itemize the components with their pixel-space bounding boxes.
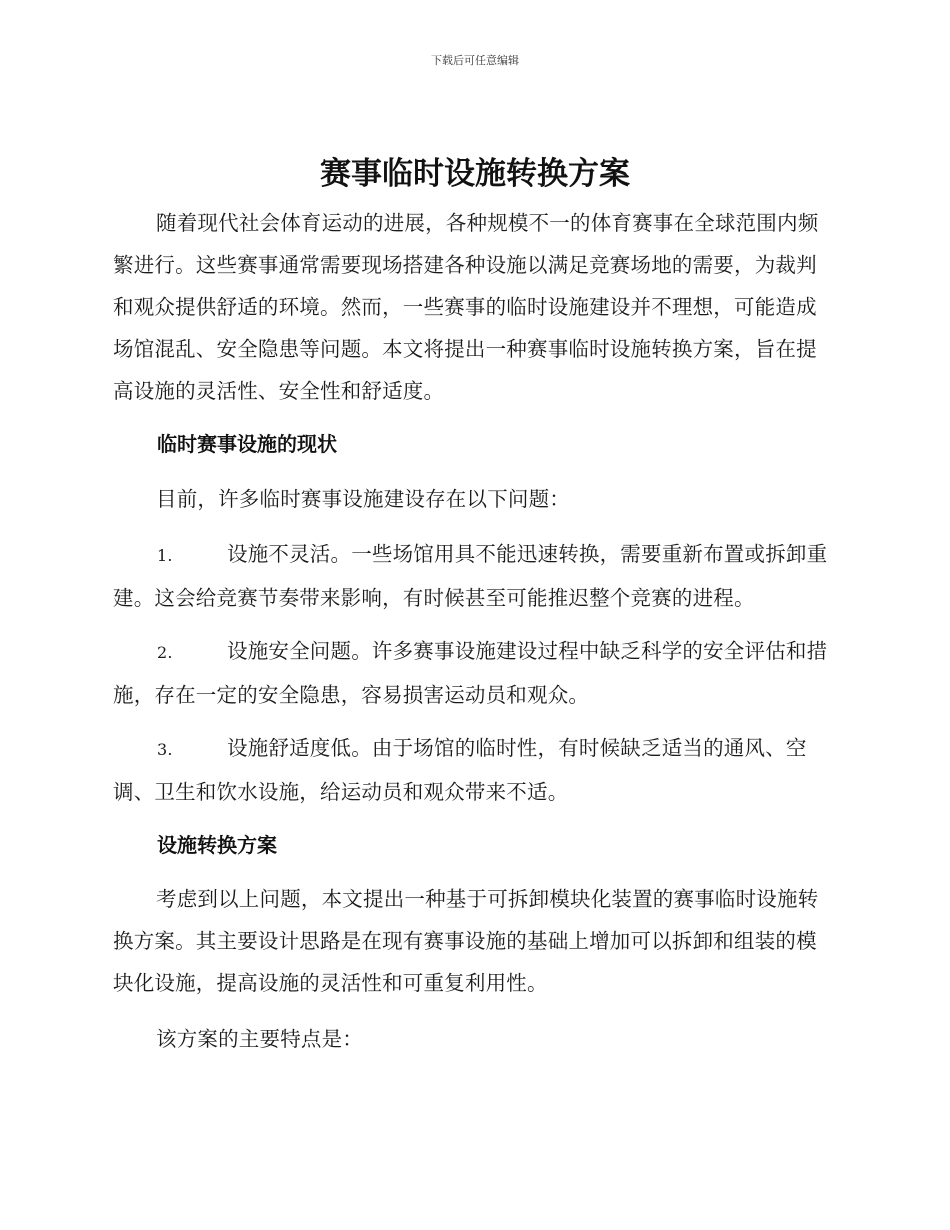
plan-features-lead: 该方案的主要特点是： bbox=[156, 1027, 363, 1051]
plan-paragraph: 考虑到以上问题，本文提出一种基于可拆卸模块化装置的赛事临时设施转换方案。其主要设计思路是在现有赛事设施的基础上增加可以拆卸和组装的模块化设施，提高设施的灵活性和可重复利用性。 bbox=[113, 887, 819, 995]
list-item bbox=[113, 630, 835, 716]
list-item-number: 1. bbox=[157, 546, 173, 565]
list-item-text: 设施不灵活。一些场馆用具不能迅速转换，需要重新布置或拆卸重建。这会给竞赛节奏带来影响，有时候甚至可能推迟整个竞赛的进程。 bbox=[113, 542, 828, 610]
section-lead-status: 目前，许多临时赛事设施建设存在以下问题： bbox=[156, 487, 570, 511]
document-title: 赛事临时设施转换方案 bbox=[320, 156, 630, 192]
list-item-number: 3. bbox=[157, 740, 173, 759]
list-item-text: 设施安全问题。许多赛事设施建设过程中缺乏科学的安全评估和措施，存在一定的安全隐患，容易损害运动员和观众。 bbox=[113, 639, 828, 707]
list-item bbox=[113, 533, 835, 619]
list-item bbox=[113, 727, 835, 813]
header-note: 下载后可任意编辑 bbox=[431, 54, 519, 67]
section-heading-plan: 设施转换方案 bbox=[157, 833, 277, 857]
list-item-text: 设施舒适度低。由于场馆的临时性，有时候缺乏适当的通风、空调、卫生和饮水设施，给运动员和观众带来不适。 bbox=[113, 736, 807, 804]
list-item-number: 2. bbox=[157, 643, 173, 662]
intro-paragraph: 随着现代社会体育运动的进展，各种规模不一的体育赛事在全球范围内频繁进行。这些赛事通常需要现场搭建各种设施以满足竞赛场地的需要，为裁判和观众提供舒适的环境。然而，一些赛事的临时设施建设并不理想，可能造成场馆混乱、安全隐患等问题。本文将提出一种赛事临时设施转换方案，旨在提高设施的灵活性、安全性和舒适度。 bbox=[113, 211, 819, 403]
section-heading-status: 临时赛事设施的现状 bbox=[157, 432, 337, 456]
